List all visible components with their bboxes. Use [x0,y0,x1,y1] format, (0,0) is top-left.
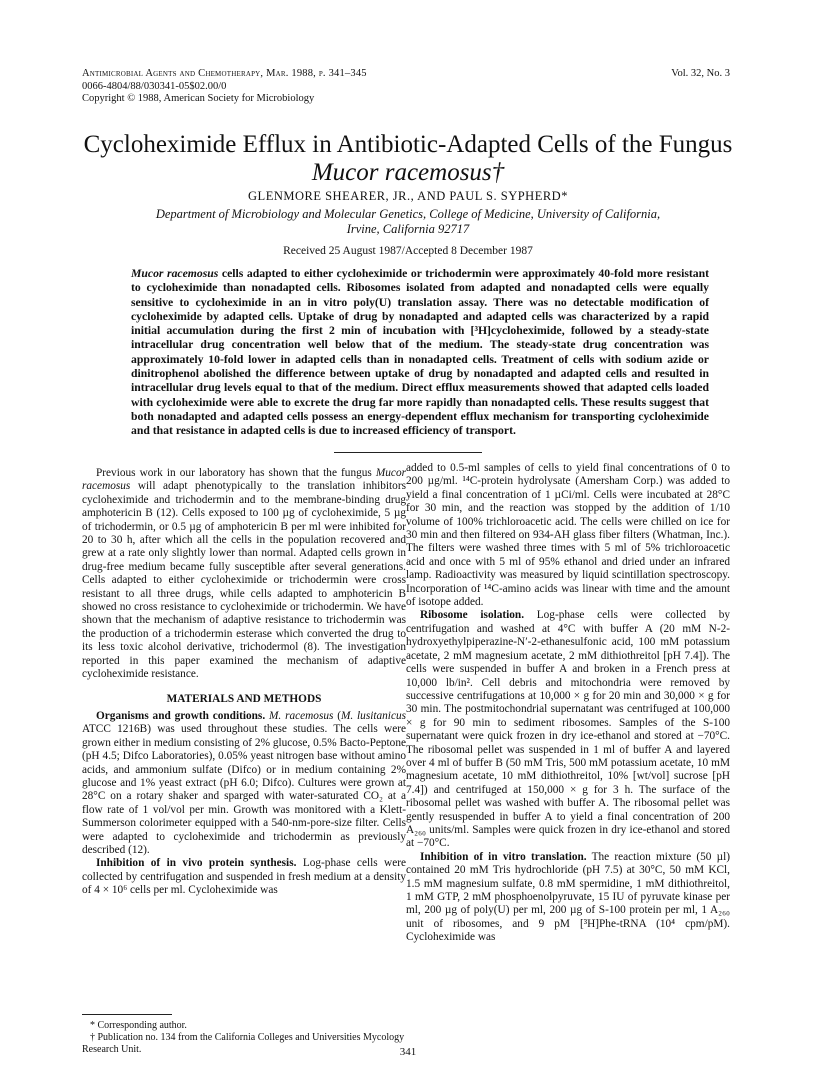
translation-paragraph [406,851,730,945]
abstract [131,267,709,439]
title-line-2: Mucor racemosus† [311,159,505,186]
abstract-species: Mucor racemosus [131,267,219,280]
authors: GLENMORE SHEARER, JR., AND PAUL S. SYPHERD* [248,189,568,203]
footnote-publication: † Publication no. 134 from the California Colleges and Universities Mycology Research Unit. [82,1032,405,1055]
left-column [82,467,406,898]
ribosome-paragraph [406,609,730,850]
translation-heading: Inhibition of in vitro translation. [420,850,587,863]
intro-species: Mucor racemosus [82,467,406,493]
affiliation [60,207,756,237]
inhibition-paragraph [82,857,406,897]
volume-issue: Vol. 32, No. 3 [671,68,730,79]
organisms-species: M. racemosus [269,709,334,722]
journal-citation: Antimicrobial Agents and Chemotherapy, Mar. 1988, p. 341–345 [82,68,367,79]
affiliation-line-1: Department of Microbiology and Molecular Genetics, College of Medicine, University of California, [155,207,661,221]
article-title [60,131,756,187]
continued-paragraph: added to 0.5-ml samples of cells to yield final concentrations of 0 to 200 µg/ml. ¹⁴C-protein hydrolysate (Amersham Corp.) was added to yield a final concentration of 1 µCi/ml. Cells were incubated at 28°C for 30 min, and the reaction was stopped by the addition of 1/10 volume of 100% trichloroacetic acid. The cells were chilled on ice for 30 min and then filtered on 934-AH glass fiber filters (Whatman, Inc.). The filters were washed three times with 5 ml of 5% trichloroacetic acid and once with 5 ml of 95% ethanol and dried under an infrared lamp. Radioactivity was measured by liquid scintillation spectroscopy. Incorporation of ¹⁴C-amino acids was linear with time and the amount of isotope added. [406,462,730,609]
footnote-corresponding: * Corresponding author. [90,1020,187,1031]
page-number: 341 [399,1046,417,1058]
organisms-paragraph [82,710,406,857]
title-line-1: Cycloheximide Efflux in Antibiotic-Adapted Cells of the Fungus [83,131,733,158]
abstract-text: cells adapted to either cycloheximide or trichodermin were approximately 40-fold more resistant to cycloheximide than nonadapted cells. Ribosomes isolated from adapted and nonadapted cells were equally sensitive to cycloheximide in an in vitro poly(U) translation assay. There was no detectable modification of cycloheximide by adapted cells. Uptake of drug by nonadapted and adapted cells was characterized by a rapid initial accumulation during the first 2 min of incubation with [³H]cycloheximide, followed by a steady-state intracellular drug concentration well below that of the medium. The steady-state drug concentration was approximately 10-fold lower in adapted cells than in nonadapted cells. Treatment of cells with sodium azide or dinitrophenol abolished the difference between uptake of drug by nonadapted and adapted cells and resulted in intracellular drug levels equal to that of the medium. Direct efflux measurements showed that adapted cells loaded with cycloheximide were able to excrete the drug far more rapidly than nonadapted cells. These results suggest that both nonadapted and adapted cells possess an energy-dependent efflux mechanism for transporting cycloheximide and that resistance in adapted cells is due to increased efficiency of transport. [131,267,709,438]
organisms-heading: Organisms and growth conditions. [96,709,266,722]
ribosome-text: Log-phase cells were collected by centrifugation and washed at 4°C with buffer A (20 mM N-2-hydroxyethylpiperazine-N′-2-ethanesulfonic acid, 100 mM potassium acetate, 2 mM magnesium acetate, 2 mM dithiothreitol [pH 7.4]). The cells were suspended in buffer A and broken in a French press at 10,000 lb/in². Cell debris and mitochondria were removed by successive centrifugations at 10,000 × g for 20 min and 30,000 × g for 30 min. The postmitochondrial supernatant was centrifuged at 100,000 × g for 90 min to sediment ribosomes. Samples of the S-100 supernatant were quick frozen in dry ice-ethanol and stored at −70°C. The ribosomal pellet was suspended in 1 ml of buffer A and layered over 4 ml of buffer B (50 mM Tris, 500 mM potassium acetate, 10 mM magnesium acetate, 10 mM dithiothreitol, 10% [wt/vol] sucrose [pH 7.4]) and centrifuged at 150,000 × g for 3 h. The surface of the ribosomal pellet was washed with buffer A. The ribosomal pellet was gently resuspended in buffer A to yield a final concentration of 200 A₂₆₀ units/ml. Samples were quick frozen in dry ice-ethanol and stored at −70°C. [406,609,730,850]
organisms-text-b: ( [333,709,341,722]
inhibition-text: Log-phase cells were collected by centrifugation and suspended in fresh medium at a density of 4 × 10⁶ cells per ml. Cycloheximide was [82,857,406,897]
section-heading: MATERIALS AND METHODS [166,692,322,705]
article-code: 0066-4804/88/030341-05$02.00/0 [82,80,227,92]
inhibition-heading: Inhibition of in vivo protein synthesis. [96,857,297,870]
copyright-line: Copyright © 1988, American Society for Microbiology [82,93,315,105]
journal-header [82,68,730,106]
footnote-divider [82,1014,172,1015]
organisms-text-c: ATCC 1216B) was used throughout these studies. The cells were grown either in medium consisting of 2% glucose, 0.5% Bacto-Peptone (pH 4.5; Difco Laboratories), 0.05% yeast nitrogen base without amino acids, and ammonium sulfate (Difco) or in medium containing 2% glucose and 1% yeast extract (pH 6.0; Difco). Cultures were grown at 28°C on a rotary shaker and sparged with water-saturated CO₂ at a flow rate of 1 vol/vol per min. Growth was monitored with a Klett-Summerson colorimeter equipped with a 540-nm-pore-size filter. Cells were adapted to cycloheximide and trichodermin as previously described (12). [82,723,406,856]
right-column [406,462,730,945]
translation-text: The reaction mixture (50 µl) contained 20 mM Tris hydrochloride (pH 7.5) at 30°C, 50 mM KCl, 1.5 mM magnesium sulfate, 0.8 mM spermidine, 1 mM dithiothreitol, 1 mM GTP, 2 mM phosphoenolpyruvate, 15 IU of pyruvate kinase per ml, 200 µg of poly(U) per ml, 200 µg of S-100 protein per ml, 1 A₂₆₀ unit of ribosomes, and 9 pM [³H]Phe-tRNA (10⁴ cpm/pM). Cycloheximide was [406,850,730,944]
intro-text-a: Previous work in our laboratory has shown that the fungus [96,467,376,479]
affiliation-line-2: Irvine, California 92717 [346,222,470,236]
intro-text-b: will adapt phenotypically to the translation inhibitors cycloheximide and trichodermin and to the membrane-binding drug amphotericin B (12). Cells exposed to 100 µg of cycloheximide, 5 µg of trichodermin, or 0.5 µg of amphotericin B per ml were inhibited for 20 to 30 h, after which all the cells in the population recovered and grew at a rate only slightly lower than normal. Adapted cells grown in drug-free medium became fully susceptible after several generations. Cells adapted to either cycloheximide or trichodermin were cross resistant to all three drugs, while cells adapted to amphotericin B showed no cross resistance to cycloheximide or trichodermin. We have shown that the mechanism of adaptive resistance to trichodermin was the production of a trichodermin esterase which converted the drug to its less toxic alcohol derivative, trichodermol (8). The investigation reported in this paper examined the mechanism of adaptive cycloheximide resistance. [82,480,406,681]
abstract-divider [334,452,482,453]
received-dates: Received 25 August 1987/Accepted 8 December 1987 [283,245,533,257]
ribosome-heading: Ribosome isolation. [420,609,525,622]
intro-paragraph [82,467,406,682]
organisms-species-2: M. lusitanicus [340,709,407,722]
